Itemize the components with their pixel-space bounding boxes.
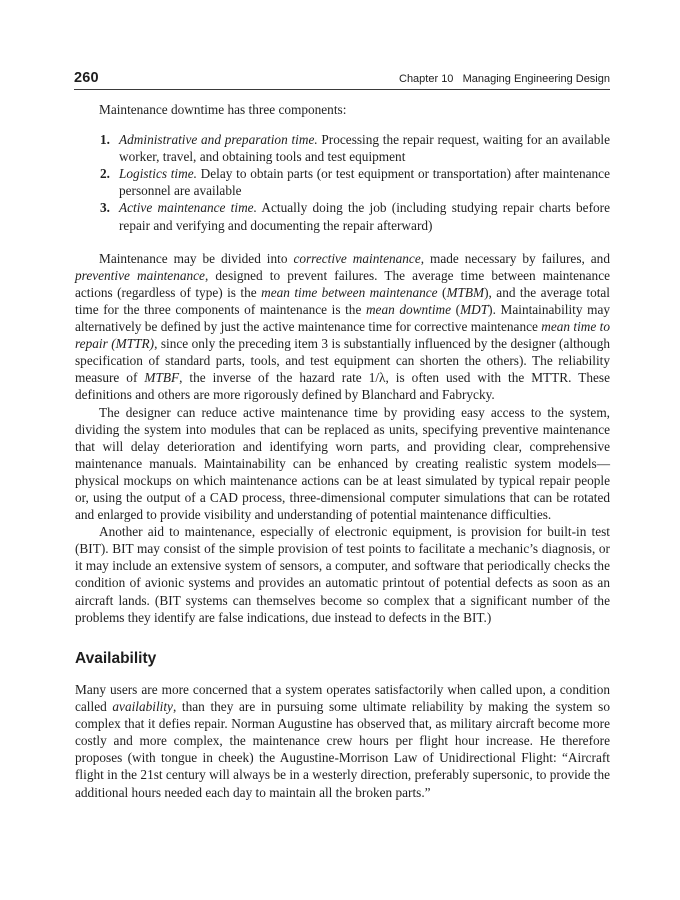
list-text: Delay to obtain parts (or test equipment or transportation) after maintenance personnel are available: [119, 166, 610, 199]
text-run: Many users are more concerned that a system operates satisfactorily when called upon, a condition called: [75, 682, 610, 715]
text-run: (: [437, 284, 447, 300]
abbr-mdt: MDT: [460, 301, 489, 317]
list-item: [100, 165, 610, 199]
list-number: 3.: [100, 200, 110, 216]
running-head: [399, 73, 610, 85]
text-run: , made necessary by failures, and: [420, 250, 610, 266]
term-availability: availability: [112, 699, 173, 715]
list-term: Logistics time.: [119, 166, 197, 182]
text-run: (: [451, 301, 461, 317]
text-run: , since only the preceding item 3 is substantially influenced by the designer (although specification of standard parts, tools, and test equipment can shorten the others). The reliability measure of: [75, 336, 611, 386]
term-mean-downtime: mean downtime: [365, 301, 452, 317]
term-mtbf: MTBF: [144, 370, 180, 386]
term-mtbm: mean time between maintenance: [261, 284, 438, 300]
list-number: 2.: [100, 166, 110, 182]
text-run: ). Maintainability may alternatively be defined by just the active maintenance time for corrective maintenance: [75, 301, 610, 335]
abbr-mtbm: MTBM: [446, 284, 485, 300]
list-text: Actually doing the job (including studying repair charts before repair and verifying and documenting the repair afterward): [119, 200, 610, 233]
downtime-components-list: [75, 131, 610, 234]
text-run: ), and the average total time for the three components of maintenance is the: [75, 284, 611, 317]
page-header: [74, 70, 610, 88]
paragraph-designer: The designer can reduce active maintenance time by providing easy access to the system, dividing the system into modules that can be replaced as units, specifying preventive maintenance that will delay deterioration and identifying worn parts, and providing clear, comprehensive maintenance manuals. Maintainability can be enhanced by creating realistic system models—physical mockups on which maintenance actions can be at least simulated by typical repair people or, using the output of a CAD process, three-dimensional computer simulations that can be rotated and enlarged to provide visibility and understanding of potential maintenance difficulties.: [75, 404, 610, 523]
text-run: , designed to prevent failures. The average time between maintenance actions (regardless of type) is the: [75, 267, 610, 300]
intro-sentence: Maintenance downtime has three components:: [99, 102, 347, 117]
list-text: Processing the repair request, waiting for an available worker, travel, and obtaining tools and test equipment: [119, 132, 611, 165]
text-run: , than they are in pursuing some ultimate reliability by making the system so complex that it defies repair. Norman Augustine has observed that, as military aircraft become more costly and more complex, the maintenance crew hours per flight hour increase. He therefore proposes (with tongue in cheek) the Augustine-Morrison Law of Unidirectional Flight: “Aircraft flight in the 21st century will always be in a westerly direction, preferably supersonic, to provide the additional hours needed each day to maintain all the broken parts.”: [75, 699, 610, 800]
paragraph-maintenance-types: [75, 250, 610, 404]
list-term: Active maintenance time.: [119, 200, 257, 216]
section-heading-availability: Availability: [75, 650, 157, 667]
paragraph-availability: [75, 681, 610, 801]
term-mttr: mean time to repair (MTTR): [75, 319, 611, 352]
body-text: [75, 101, 610, 626]
section-body-availability: [75, 681, 610, 801]
term-preventive-maintenance: preventive maintenance: [75, 267, 205, 283]
list-term: Administrative and preparation time.: [119, 132, 318, 148]
term-corrective-maintenance: corrective maintenance: [293, 250, 421, 266]
page-number: 260: [74, 70, 99, 86]
list-number: 1.: [100, 132, 110, 148]
header-rule: [74, 89, 610, 90]
chapter-title: Managing Engineering Design: [462, 73, 610, 85]
paragraph-bit: Another aid to maintenance, especially of electronic equipment, is provision for built-in test (BIT). BIT may consist of the simple provision of test points to facilitate a mechanic’s diagnosis, or it may include an extensive system of sensors, a computer, and software that periodically checks the condition of avionic systems and provides an automatic printout of potential defects as soon as an aircraft lands. (BIT systems can themselves become so complex that a significant number of the problems they identify are false indications, due instead to defects in the BIT.): [75, 524, 610, 625]
chapter-label: Chapter 10: [399, 73, 454, 85]
list-item: [100, 131, 610, 165]
text-run: , the inverse of the hazard rate 1/λ, is often used with the MTTR. These definitions and others are more rigorously defined by Blanchard and Fabrycky.: [75, 370, 610, 403]
list-item: [100, 199, 610, 233]
text-run: Maintenance may be divided into: [99, 250, 294, 266]
